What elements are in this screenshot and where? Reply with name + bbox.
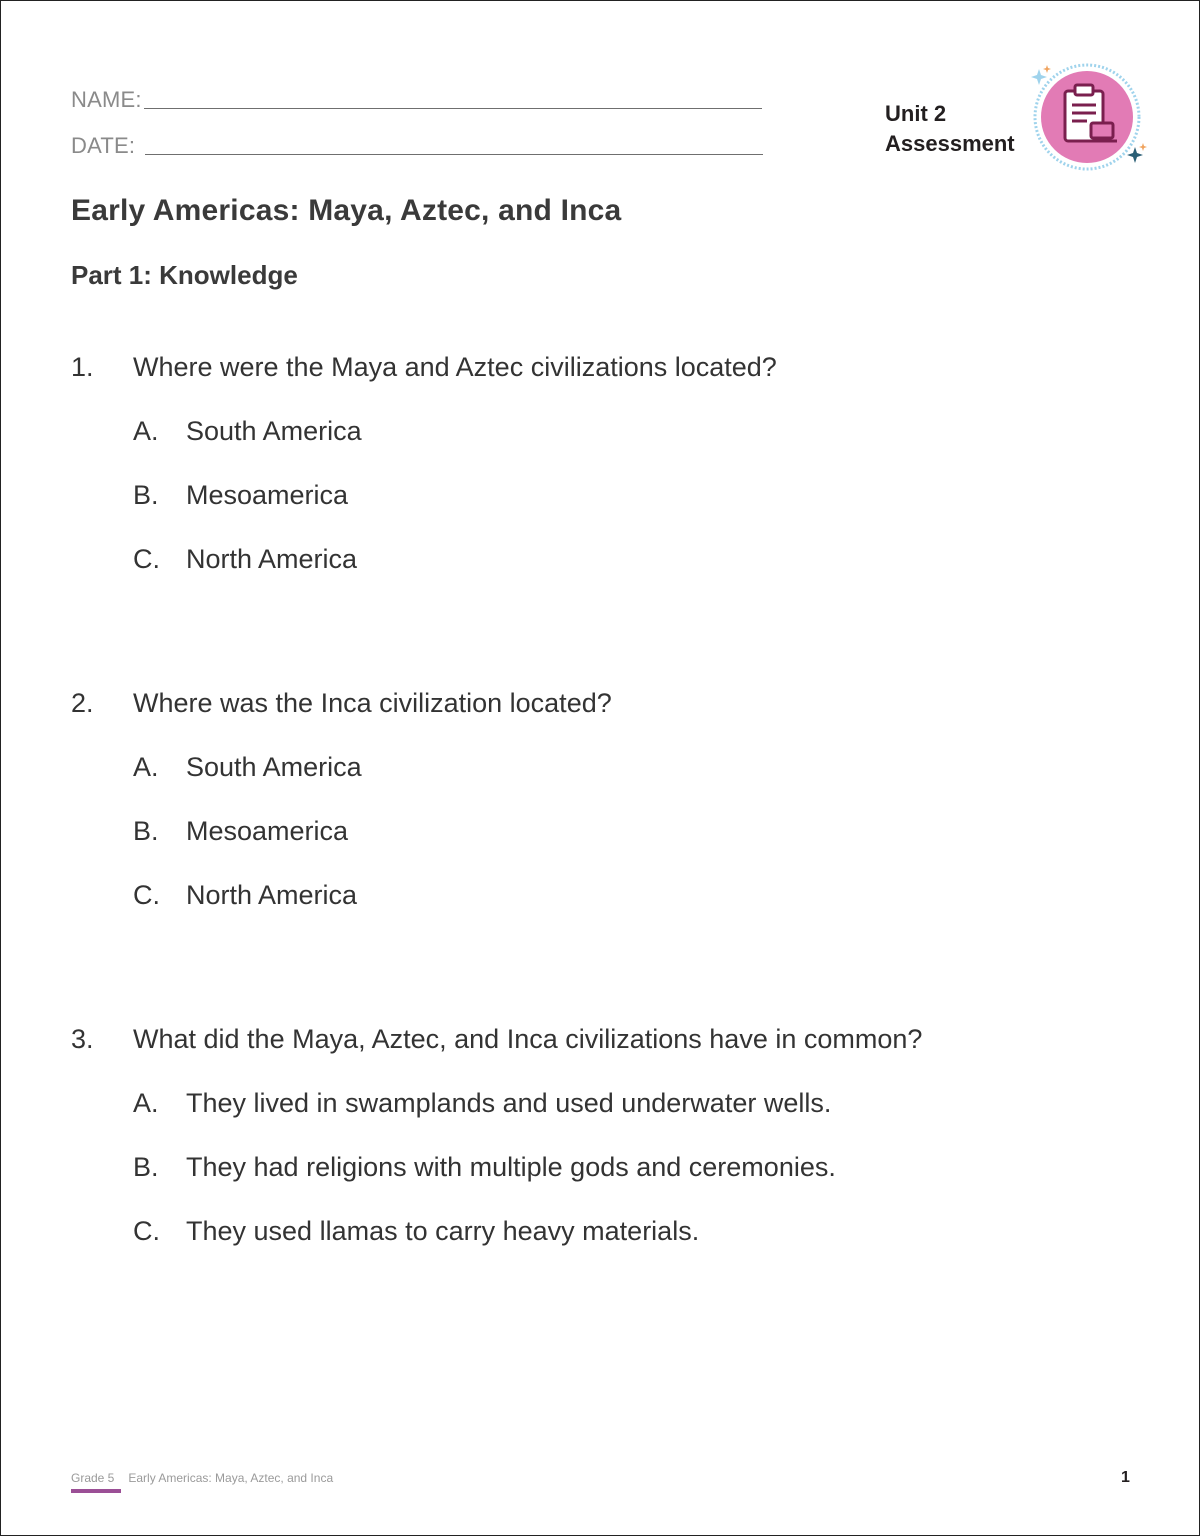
option-letter: B. [133,1151,159,1182]
answer-option[interactable] [133,1213,1131,1249]
part-title: Part 1: Knowledge [71,260,298,290]
footer-grade [71,1471,114,1485]
option-letter: B. [133,479,159,510]
option-text: Mesoamerica [186,815,349,846]
footer-course: Early Americas: Maya, Aztec, and Inca [128,1471,334,1485]
option-text: North America [186,879,358,910]
footer-grade-text: Grade 5 [71,1471,115,1485]
question-2 [71,685,1131,941]
assessment-label: Assessment [885,131,1015,156]
footer-accent-bar [71,1489,121,1493]
answer-option[interactable] [133,541,1131,577]
unit-number: Unit 2 [885,101,947,126]
option-text: They used llamas to carry heavy materials. [186,1215,700,1246]
question-text: Where was the Inca civilization located? [133,687,612,718]
page-number: 1 [1121,1469,1130,1486]
option-letter: A. [133,751,159,782]
option-letter: A. [133,415,159,446]
date-line[interactable] [145,153,763,155]
option-letter: C. [133,543,160,574]
option-text: Mesoamerica [186,479,349,510]
question-1 [71,349,1131,605]
answer-option[interactable] [133,749,1131,785]
answer-option[interactable] [133,877,1131,913]
option-letter: A. [133,1087,159,1118]
answer-option[interactable] [133,813,1131,849]
option-text: North America [186,543,358,574]
answer-option[interactable] [133,1085,1131,1121]
name-label: NAME: [71,87,142,112]
answer-option[interactable] [133,477,1131,513]
clipboard-laptop-icon [1021,63,1153,175]
footer [71,1471,333,1485]
date-field[interactable] [71,133,763,159]
question-text: Where were the Maya and Aztec civilizations located? [133,351,777,382]
question-number: 2. [71,687,94,718]
question-3 [71,1021,1131,1277]
option-text: They had religions with multiple gods and ceremonies. [186,1151,836,1182]
question-number: 1. [71,351,94,382]
date-label: DATE: [71,133,136,158]
name-field[interactable] [71,87,762,113]
document-title: Early Americas: Maya, Aztec, and Inca [71,194,622,227]
answer-option[interactable] [133,1149,1131,1185]
question-text: What did the Maya, Aztec, and Inca civilizations have in common? [133,1023,923,1054]
name-line[interactable] [144,107,762,109]
option-letter: C. [133,879,160,910]
answer-option[interactable] [133,413,1131,449]
option-letter: C. [133,1215,160,1246]
option-text: South America [186,751,362,782]
option-letter: B. [133,815,159,846]
question-number: 3. [71,1023,94,1054]
unit-assessment-label [885,99,1015,159]
option-text: South America [186,415,362,446]
option-text: They lived in swamplands and used underwater wells. [186,1087,832,1118]
